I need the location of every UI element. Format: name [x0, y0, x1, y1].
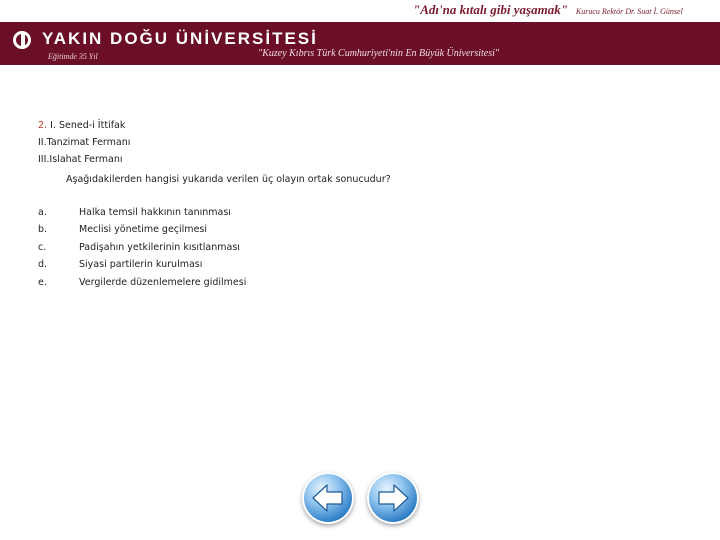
question-first-line — [38, 120, 125, 131]
arrow-right-icon — [367, 472, 419, 524]
motto — [413, 1, 683, 19]
option-letter: d. — [38, 259, 48, 270]
top-strip — [0, 0, 720, 22]
founded-caption: Eğitimde 35 Yıl — [48, 52, 98, 61]
option-text: Siyasi partilerin kurulması — [79, 259, 203, 270]
arrow-left-icon — [302, 472, 354, 524]
option-letter: e. — [38, 277, 47, 288]
university-name: YAKIN DOĞU ÜNİVERSİTESİ — [42, 29, 318, 48]
university-logo-icon — [13, 31, 31, 49]
question-item-2: II.Tanzimat Fermanı — [38, 137, 131, 148]
motto-founder: Kurucu Rektör Dr. Suat İ. Günsel — [575, 7, 683, 16]
question-prompt: Aşağıdakilerden hangisi yukarıda verilen üç olayın ortak sonucudur? — [66, 174, 391, 185]
option-letter: a. — [38, 207, 47, 218]
question-item-3: III.Islahat Fermanı — [38, 154, 123, 165]
option-text: Halka temsil hakkının tanınması — [79, 207, 231, 218]
question-number: 2. — [38, 120, 48, 131]
header-tagline: "Kuzey Kıbrıs Türk Cumhuriyeti'nin En Büyük Üniversitesi" — [258, 48, 500, 59]
motto-quote: "Adı'na kıtalı gibi yaşamak" — [413, 2, 568, 17]
previous-button[interactable] — [302, 472, 354, 524]
option-letter: c. — [38, 242, 47, 253]
next-button[interactable] — [367, 472, 419, 524]
question-item-1: I. Sened-i İttifak — [50, 120, 126, 131]
header-banner — [0, 22, 720, 65]
option-text: Padişahın yetkilerinin kısıtlanması — [79, 242, 240, 253]
option-letter: b. — [38, 224, 48, 235]
option-text: Vergilerde düzenlemelere gidilmesi — [79, 277, 247, 288]
option-text: Meclisi yönetime geçilmesi — [79, 224, 207, 235]
